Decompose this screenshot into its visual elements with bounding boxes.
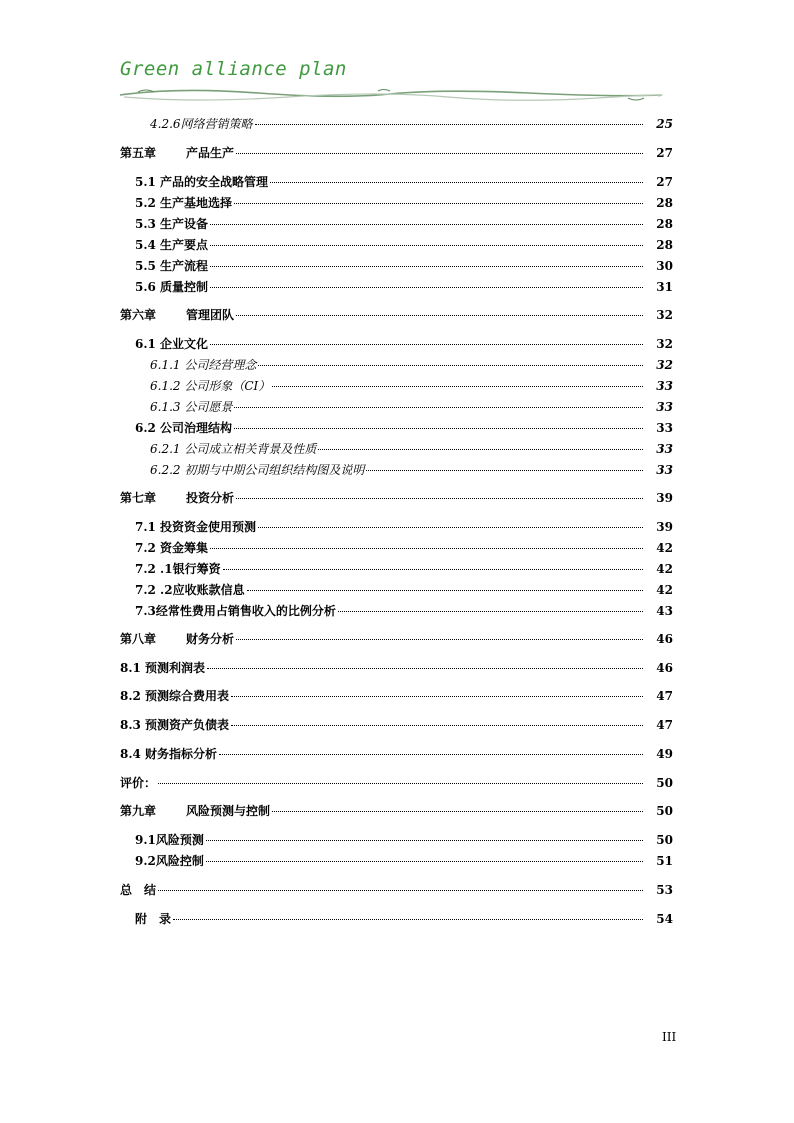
toc-entry-label: 8.4 财务指标分析 <box>120 747 218 761</box>
toc-leader-dots <box>255 124 643 125</box>
toc-page-number: 33 <box>656 463 673 477</box>
toc-entry[interactable] <box>120 145 673 161</box>
toc-leader-dots <box>210 344 643 345</box>
toc-leader-dots <box>223 569 643 570</box>
toc-entry-label: 7.2 .1银行筹资 <box>135 562 221 576</box>
toc-entry-label: 6.1.1 公司经营理念 <box>150 358 257 372</box>
toc-leader-dots <box>236 498 643 499</box>
toc-page-number: 28 <box>656 196 673 210</box>
toc-entry[interactable] <box>135 911 673 927</box>
toc-entry[interactable] <box>135 561 673 577</box>
toc-entry-label: 9.2风险控制 <box>135 854 204 868</box>
toc-leader-dots <box>247 590 643 591</box>
toc-page-number: 49 <box>656 747 673 761</box>
toc-page-number: 46 <box>656 661 673 675</box>
toc-entry-label: 5.5 生产流程 <box>135 259 209 273</box>
toc-entry[interactable] <box>135 519 673 535</box>
toc-entry-label <box>120 307 234 323</box>
toc-chapter-number: 第五章 <box>120 146 157 160</box>
toc-entry-label: 4.2.6网络营销策略 <box>150 117 253 131</box>
toc-leader-dots <box>236 315 643 316</box>
toc-entry[interactable] <box>120 803 673 819</box>
toc-page-number: 47 <box>656 689 673 703</box>
toc-entry[interactable] <box>135 216 673 232</box>
toc-entry[interactable] <box>120 882 673 898</box>
toc-leader-dots <box>234 203 643 204</box>
toc-entry-label: 6.2.1 公司成立相关背景及性质 <box>150 442 317 456</box>
toc-entry[interactable] <box>135 540 673 556</box>
toc-leader-dots <box>210 287 643 288</box>
toc-leader-dots <box>231 725 643 726</box>
toc-page-number: 39 <box>656 520 673 534</box>
toc-leader-dots <box>158 783 643 784</box>
toc-leader-dots <box>210 548 643 549</box>
toc-leader-dots <box>234 407 643 408</box>
toc-leader-dots <box>210 266 643 267</box>
toc-page-number: 30 <box>656 259 673 273</box>
toc-entry[interactable] <box>150 357 673 373</box>
toc-entry-label: 总 结 <box>120 883 157 897</box>
toc-entry[interactable] <box>150 378 673 394</box>
toc-chapter-title: 产品生产 <box>186 146 235 160</box>
toc-entry[interactable] <box>135 582 673 598</box>
toc-page-number: 46 <box>656 632 673 646</box>
toc-entry[interactable] <box>135 258 673 274</box>
toc-leader-dots <box>270 182 643 183</box>
toc-chapter-title: 财务分析 <box>186 632 235 646</box>
toc-entry[interactable] <box>120 717 673 733</box>
toc-entry-label: 9.1风险预测 <box>135 833 204 847</box>
toc-leader-dots <box>338 611 643 612</box>
toc-leader-dots <box>173 919 643 920</box>
toc-page-number: 27 <box>656 175 673 189</box>
toc-entry[interactable] <box>135 336 673 352</box>
toc-page-number: 47 <box>656 718 673 732</box>
toc-page-number: 32 <box>656 358 673 372</box>
toc-leader-dots <box>210 245 643 246</box>
toc-entry-label: 7.3经常性费用占销售收入的比例分析 <box>135 604 336 618</box>
toc-page-number: 51 <box>656 854 673 868</box>
toc-page-number: 42 <box>656 541 673 555</box>
toc-entry[interactable] <box>135 195 673 211</box>
toc-entry[interactable] <box>120 775 673 791</box>
toc-entry-label: 6.2 公司治理结构 <box>135 421 233 435</box>
toc-entry-label: 附 录 <box>135 912 172 926</box>
toc-page-number: 28 <box>656 238 673 252</box>
toc-page-number: 28 <box>656 217 673 231</box>
toc-entry-label <box>120 631 234 647</box>
toc-entry-label <box>120 803 270 819</box>
toc-entry[interactable] <box>120 631 673 647</box>
toc-chapter-number: 第六章 <box>120 308 157 322</box>
toc-entry-label: 8.3 预测资产负债表 <box>120 718 230 732</box>
toc-page-number: 50 <box>656 804 673 818</box>
toc-leader-dots <box>206 840 643 841</box>
toc-page-number: 54 <box>656 912 673 926</box>
toc-entry[interactable] <box>135 853 673 869</box>
toc-page-number: 32 <box>656 337 673 351</box>
toc-chapter-number: 第九章 <box>120 804 157 818</box>
toc-entry-label: 8.1 预测利润表 <box>120 661 206 675</box>
toc-page-number: 33 <box>656 442 673 456</box>
toc-entry-label: 7.1 投资资金使用预测 <box>135 520 257 534</box>
toc-chapter-title: 管理团队 <box>186 308 235 322</box>
toc-entry-label: 6.1 企业文化 <box>135 337 209 351</box>
toc-leader-dots <box>210 224 643 225</box>
toc-page-number: 39 <box>656 491 673 505</box>
toc-entry[interactable] <box>120 307 673 323</box>
toc-leader-dots <box>231 696 643 697</box>
toc-entry[interactable] <box>150 399 673 415</box>
toc-page-number: 42 <box>656 583 673 597</box>
toc-entry-label: 6.1.2 公司形象（CI） <box>150 379 271 393</box>
toc-leader-dots <box>236 153 643 154</box>
toc-leader-dots <box>258 365 643 366</box>
toc-entry[interactable] <box>120 490 673 506</box>
toc-leader-dots <box>158 890 643 891</box>
toc-leader-dots <box>219 754 643 755</box>
toc-leader-dots <box>272 386 643 387</box>
toc-page-number: 33 <box>656 400 673 414</box>
toc-leader-dots <box>206 861 643 862</box>
toc-entry-label: 7.2 资金筹集 <box>135 541 209 555</box>
toc-leader-dots <box>318 449 643 450</box>
toc-entry-label: 5.3 生产设备 <box>135 217 209 231</box>
toc-page-number: 32 <box>656 308 673 322</box>
toc-entry[interactable] <box>150 462 673 478</box>
toc-entry-label: 8.2 预测综合费用表 <box>120 689 230 703</box>
toc-page-number: 33 <box>656 421 673 435</box>
toc-page-number: 53 <box>656 883 673 897</box>
toc-entry-label: 5.2 生产基地选择 <box>135 196 233 210</box>
toc-chapter-number: 第七章 <box>120 491 157 505</box>
toc-page-number: 50 <box>656 776 673 790</box>
header-title: Green alliance plan <box>120 58 347 80</box>
toc-page-number: 43 <box>656 604 673 618</box>
toc-chapter-title: 投资分析 <box>186 491 235 505</box>
toc-page-number: 42 <box>656 562 673 576</box>
toc-page-number: 27 <box>656 146 673 160</box>
toc-entry[interactable] <box>135 174 673 190</box>
toc-page-number: 31 <box>656 280 673 294</box>
toc-entry[interactable] <box>120 660 673 676</box>
toc-leader-dots <box>207 668 643 669</box>
toc-entry[interactable] <box>135 279 673 295</box>
toc-entry-label: 评价： <box>120 776 157 790</box>
toc-page-number: 25 <box>656 117 673 131</box>
toc-entry[interactable] <box>135 237 673 253</box>
toc-entry[interactable] <box>120 688 673 704</box>
toc-entry-label: 5.4 生产要点 <box>135 238 209 252</box>
toc-entry-label: 6.1.3 公司愿景 <box>150 400 233 414</box>
toc-leader-dots <box>236 639 643 640</box>
toc-entry-label: 5.1 产品的安全战略管理 <box>135 175 269 189</box>
toc-page-number: 33 <box>656 379 673 393</box>
toc-entry[interactable] <box>135 603 673 619</box>
toc-entry-label <box>120 145 234 161</box>
toc-entry[interactable] <box>150 441 673 457</box>
toc-entry[interactable] <box>135 420 673 436</box>
toc-page-number: 50 <box>656 833 673 847</box>
toc-leader-dots <box>272 811 643 812</box>
toc-chapter-number: 第八章 <box>120 632 157 646</box>
toc-chapter-title: 风险预测与控制 <box>186 804 271 818</box>
toc-entry-label <box>120 490 234 506</box>
toc-leader-dots <box>234 428 643 429</box>
toc-entry-label: 6.2.2 初期与中期公司组织结构图及说明 <box>150 463 365 477</box>
toc-entry[interactable] <box>135 832 673 848</box>
page-number: III <box>662 1030 677 1044</box>
toc-leader-dots <box>258 527 643 528</box>
toc-leader-dots <box>366 470 643 471</box>
toc-entry-label: 7.2 .2应收账款信息 <box>135 583 245 597</box>
toc-entry[interactable] <box>120 746 673 762</box>
toc-entry[interactable] <box>150 116 673 132</box>
toc-entry-label: 5.6 质量控制 <box>135 280 209 294</box>
